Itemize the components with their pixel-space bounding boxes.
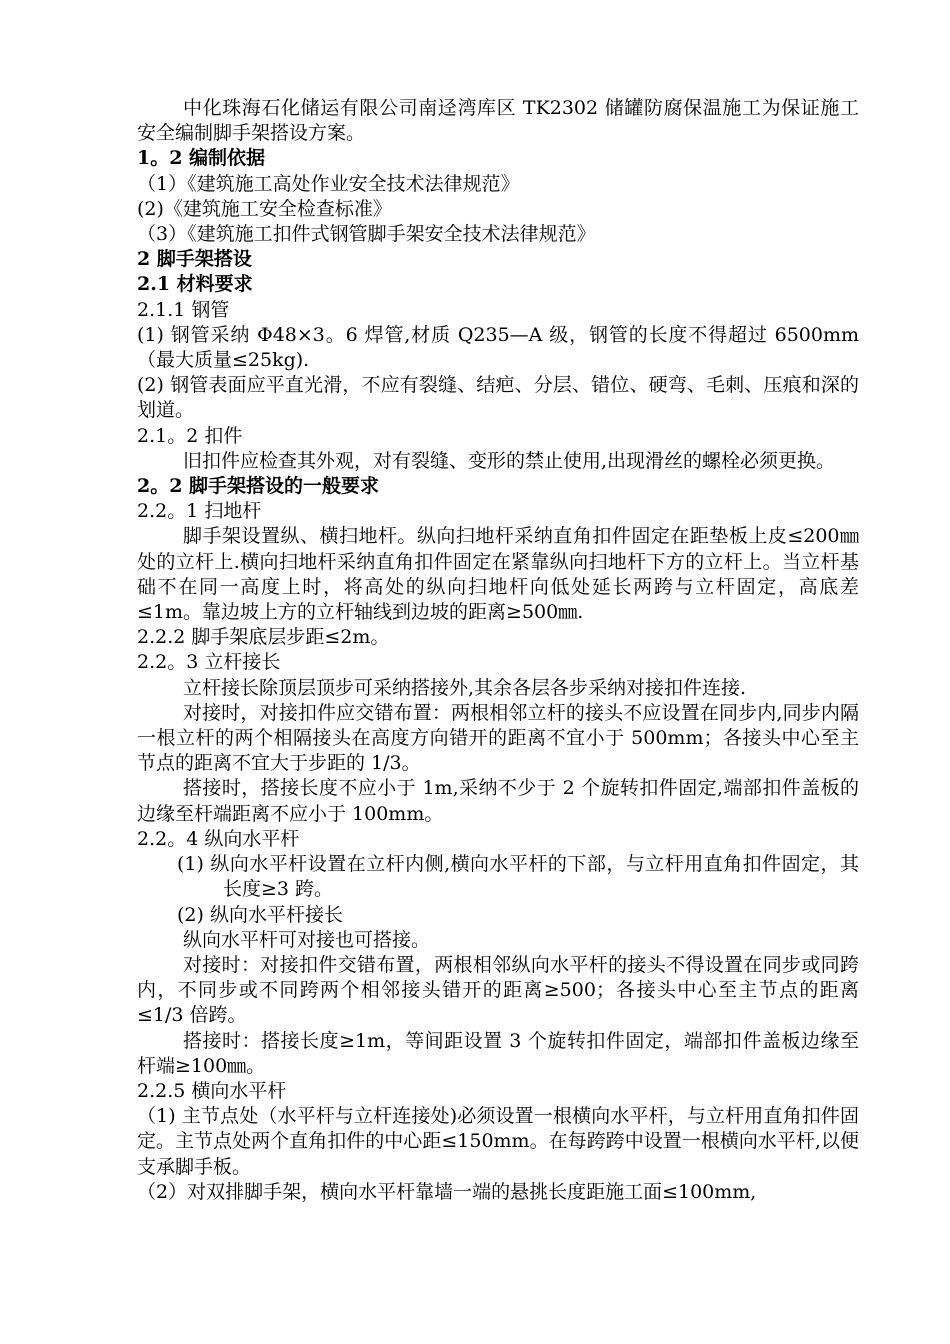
section-heading-2: 2 脚手架搭设: [137, 248, 252, 271]
longitudinal-lap-paragraph: 搭接时：搭接长度≥1m，等间距设置 3 个旋转扣件固定，端部扣件盖板边缘至杆端≥100㎜。: [137, 1029, 859, 1077]
transverse-rod-item-1: （1) 主节点处（水平杆与立杆连接处)必须设置一根横向水平杆，与立杆用直角扣件固定。主节点处两个直角扣件的中心距≤150mm。在每跨跨中设置一根横向水平杆,以便支承脚手板。: [137, 1105, 859, 1178]
subsection-heading-2-1-1: 2.1.1 钢管: [137, 298, 230, 321]
butt-joint-paragraph: 对接时，对接扣件应交错布置：两根相邻立杆的接头不应设置在同步内,同步内隔一根立杆的两个相隔接头在高度方向错开的距离不宜小于 500mm；各接头中心至主节点的距离不宜大于步距的 1/3。: [137, 701, 859, 775]
sweep-rod-paragraph: 脚手架设置纵、横扫地杆。纵向扫地杆采纳直角扣件固定在距垫板上皮≤200㎜处的立杆上.横向扫地杆采纳直角扣件固定在紧靠纵向扫地杆下方的立杆上。当立杆基础不在同一高度上时，将高处的纵向扫地杆向低处延长两跨与立杆固定，高底差≤1m。靠边坡上方的立杆轴线到边坡的距离≥500㎜.: [137, 525, 859, 624]
section-heading-1-2: 1。2 编制依据: [137, 147, 266, 170]
steel-pipe-item-2: (2) 钢管表面应平直光滑，不应有裂缝、结疤、分层、错位、硬弯、毛刺、压痕和深的划道。: [137, 374, 859, 422]
reference-item-1: （1）《建筑施工高处作业安全技术法律规范》: [137, 172, 520, 195]
intro-paragraph: 中化珠海石化储运有限公司南迳湾库区 TK2302 储罐防腐保温施工为保证施工安全编制脚手架搭设方案。: [137, 97, 859, 145]
transverse-rod-item-2: （2）对双排脚手架，横向水平杆靠墙一端的悬挑长度距施工面≤100mm,: [137, 1180, 757, 1203]
longitudinal-joint-paragraph: 纵向水平杆可对接也可搭接。: [183, 928, 431, 951]
longitudinal-butt-paragraph: 对接时：对接扣件交错布置，两根相邻纵向水平杆的接头不得设置在同步或同跨内，不同步或不同跨两个相邻接头错开的距离≥500；各接头中心至主节点的距离≤1/3 倍跨。: [137, 953, 859, 1027]
reference-item-3: （3）《建筑施工扣件式钢管脚手架安全技术法律规范》: [137, 223, 596, 246]
subsection-heading-2-2-2: 2.2.2 脚手架底层步距≤2m。: [137, 626, 390, 649]
subsection-heading-2-2-4: 2.2。4 纵向水平杆: [137, 827, 300, 850]
steel-pipe-item-1: (1) 钢管采纳 Φ48×3。6 焊管,材质 Q235—A 级，钢管的长度不得超过 6500mm（最大质量≤25kg).: [137, 323, 859, 372]
subsection-heading-2-1-2: 2.1。2 扣件: [137, 424, 243, 447]
section-heading-2-1: 2.1 材料要求: [137, 273, 253, 296]
lap-joint-paragraph: 搭接时，搭接长度不应小于 1m,采纳不少于 2 个旋转扣件固定,端部扣件盖板的边缘至杆端距离不应小于 100mm。: [137, 777, 859, 825]
document-page: [137, 96, 859, 1205]
reference-item-2: (2)《建筑施工安全检查标准》: [137, 197, 392, 220]
longitudinal-rod-item-2: (2) 纵向水平杆接长: [177, 903, 343, 926]
section-heading-2-2: 2。2 脚手架搭设的一般要求: [137, 475, 380, 498]
fastener-paragraph: 旧扣件应检查其外观，对有裂缝、变形的禁止使用,出现滑丝的螺栓必须更换。: [183, 449, 836, 472]
longitudinal-rod-item-1: (1) 纵向水平杆设置在立杆内侧,横向水平杆的下部，与立杆用直角扣件固定，其长度≥3 跨。: [177, 853, 859, 901]
subsection-heading-2-2-3: 2.2。3 立杆接长: [137, 651, 281, 674]
subsection-heading-2-2-5: 2.2.5 横向水平杆: [137, 1079, 287, 1102]
subsection-heading-2-2-1: 2.2。1 扫地杆: [137, 500, 262, 523]
pole-extension-paragraph: 立杆接长除顶层顶步可采纳搭接外,其余各层各步采纳对接扣件连接.: [183, 676, 747, 699]
